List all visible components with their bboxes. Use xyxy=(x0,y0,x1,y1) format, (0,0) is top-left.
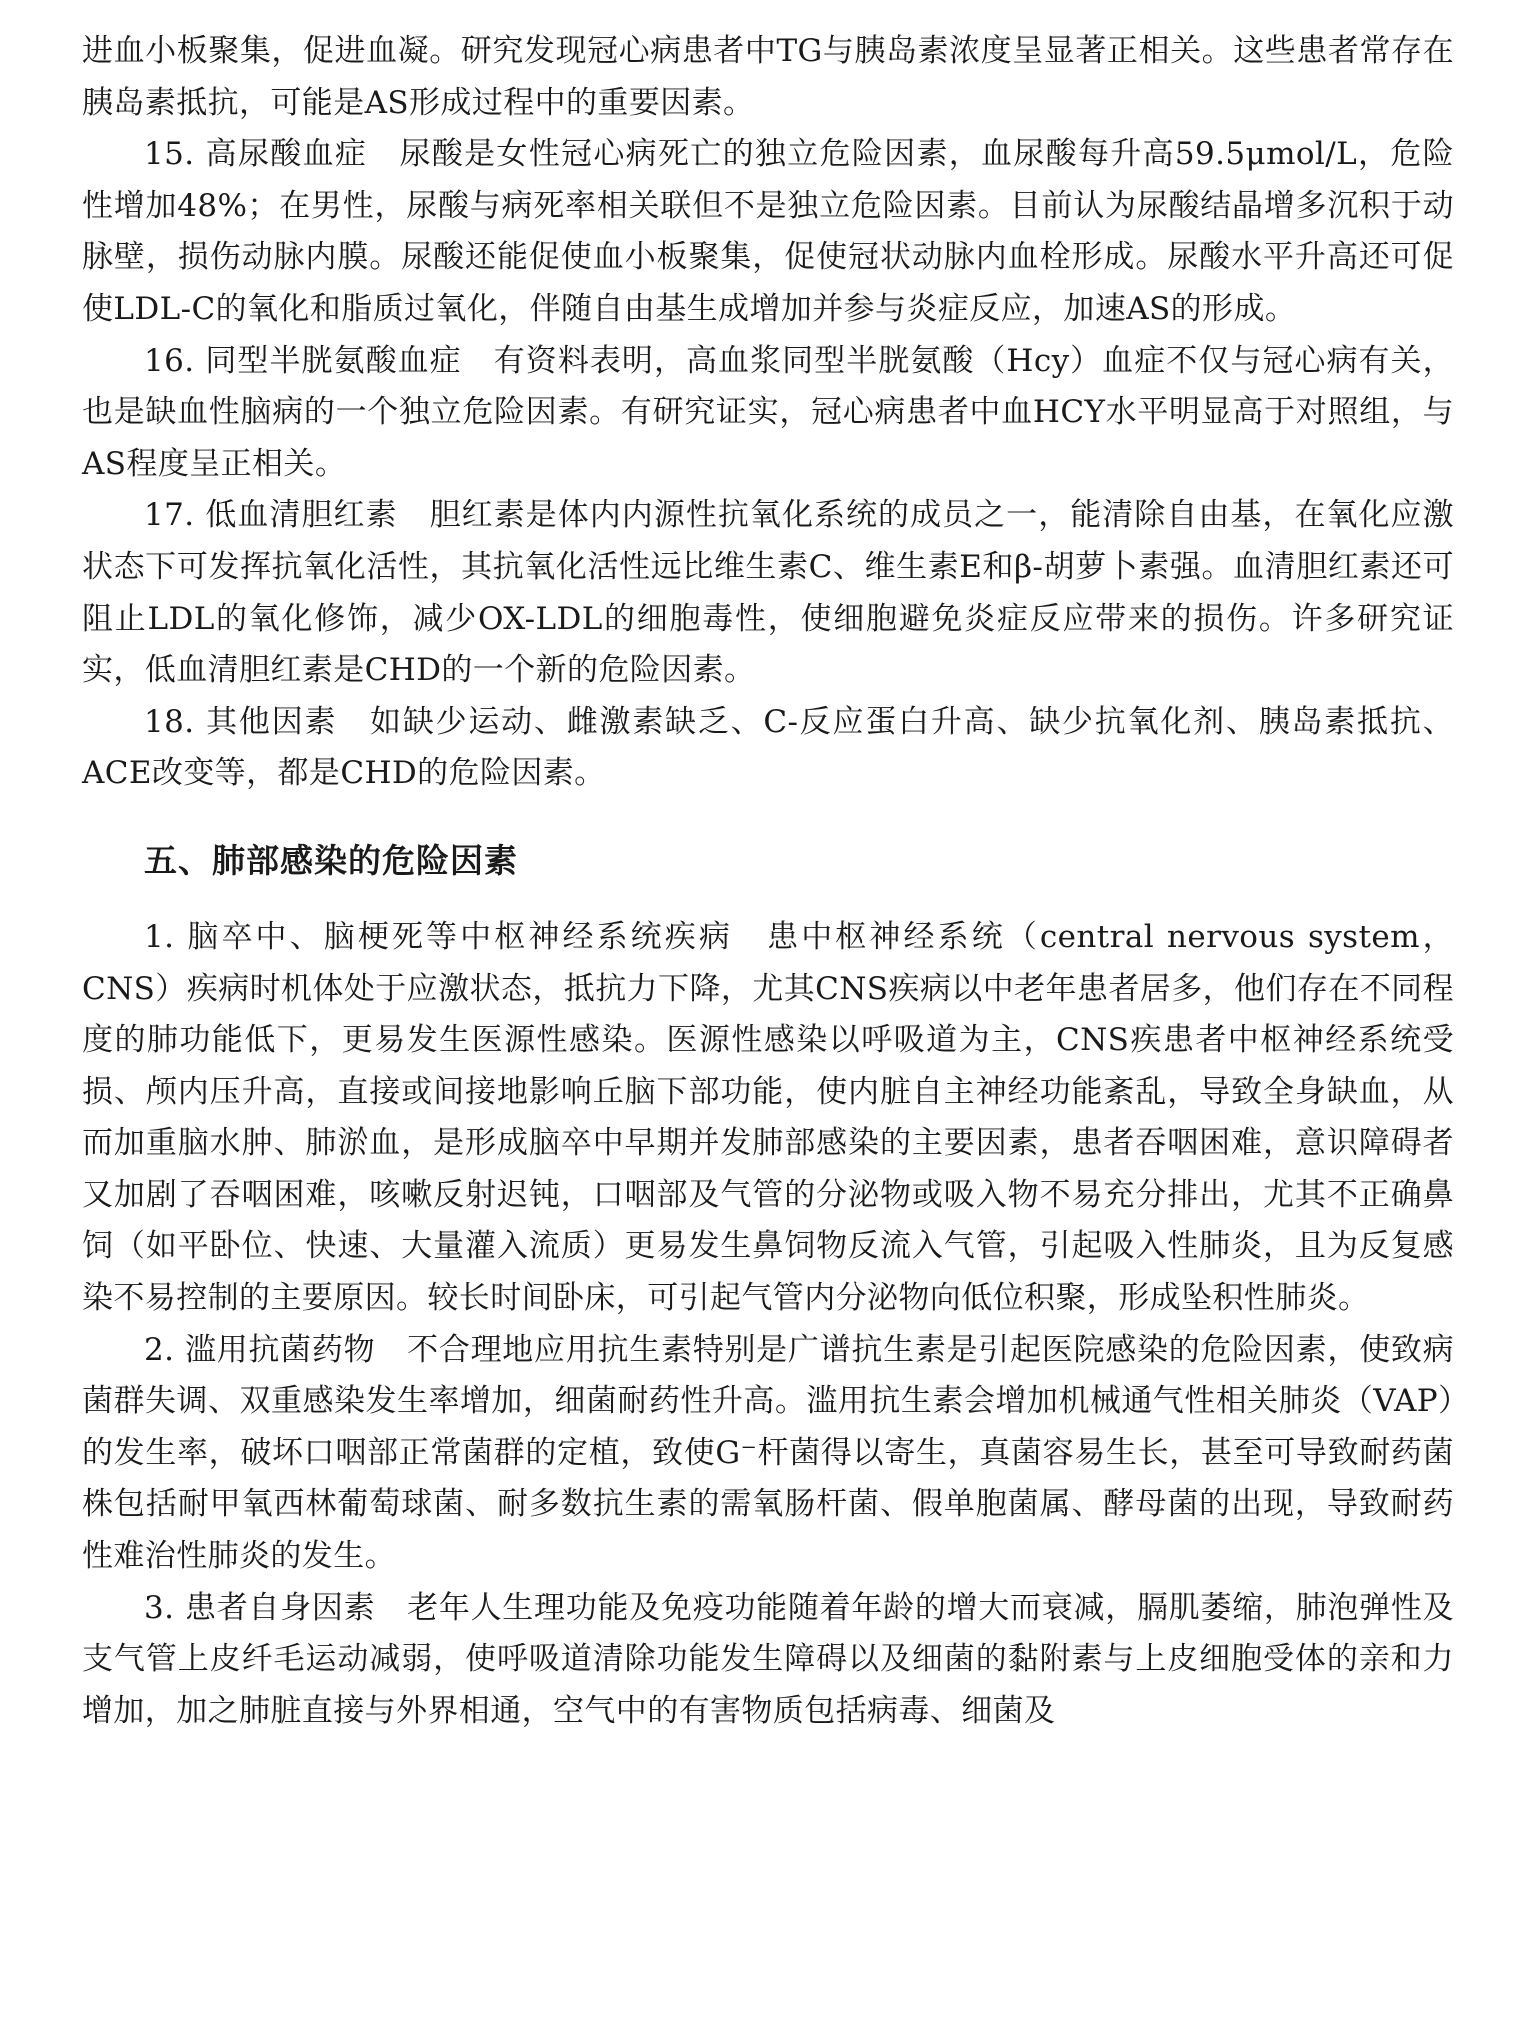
paragraph-cns-disease: 1. 脑卒中、脑梗死等中枢神经系统疾病 患中枢神经系统（central nervous system，CNS）疾病时机体处于应激状态，抵抗力下降，尤其CNS疾病以中老年患者居多，他们存在不同程度的肺功能低下，更易发生医源性感染。医源性感染以呼吸道为主，CNS疾患者中枢神经系统受损、颅内压升高，直接或间接地影响丘脑下部功能，使内脏自主神经功能紊乱，导致全身缺血，从而加重脑水肿、肺淤血，是形成脑卒中早期并发肺部感染的主要因素，患者吞咽困难，意识障碍者又加剧了吞咽困难，咳嗽反射迟钝，口咽部及气管的分泌物或吸入物不易充分排出，尤其不正确鼻饲（如平卧位、快速、大量灌入流质）更易发生鼻饲物反流入气管，引起吸入性肺炎，且为反复感染不易控制的主要原因。较长时间卧床，可引起气管内分泌物向低位积聚，形成坠积性肺炎。 xyxy=(82,918,1454,1317)
paragraph-homocysteine: 16. 同型半胱氨酸血症 有资料表明，高血浆同型半胱氨酸（Hcy）血症不仅与冠心病有关，也是缺血性脑病的一个独立危险因素。有研究证实，冠心病患者中血HCY水平明显高于对照组，与AS程度呈正相关。 xyxy=(82,342,1454,482)
paragraph-antibiotic-abuse: 2. 滥用抗菌药物 不合理地应用抗生素特别是广谱抗生素是引起医院感染的危险因素，使致病菌群失调、双重感染发生率增加，细菌耐药性升高。滥用抗生素会增加机械通气性相关肺炎（VAP）的发生率，破坏口咽部正常菌群的定植，致使G⁻杆菌得以寄生，真菌容易生长，甚至可导致耐药菌株包括耐甲氧西林葡萄球菌、耐多数抗生素的需氧肠杆菌、假单胞菌属、酵母菌的出现，导致耐药性难治性肺炎的发生。 xyxy=(82,1331,1454,1575)
document-page xyxy=(82,26,1454,1737)
section-heading: 五、肺部感染的危险因素 xyxy=(144,840,518,880)
paragraph-bilirubin: 17. 低血清胆红素 胆红素是体内内源性抗氧化系统的成员之一，能清除自由基，在氧化应激状态下可发挥抗氧化活性，其抗氧化活性远比维生素C、维生素E和β-胡萝卜素强。血清胆红素还可阻止LDL的氧化修饰，减少OX-LDL的细胞毒性，使细胞避免炎症反应带来的损伤。许多研究证实，低血清胆红素是CHD的一个新的危险因素。 xyxy=(82,497,1454,689)
paragraph-hyperuricemia: 15. 高尿酸血症 尿酸是女性冠心病死亡的独立危险因素，血尿酸每升高59.5μmol/L，危险性增加48%；在男性，尿酸与病死率相关联但不是独立危险因素。目前认为尿酸结晶增多沉积于动脉壁，损伤动脉内膜。尿酸还能促使血小板聚集，促使冠状动脉内血栓形成。尿酸水平升高还可促使LDL-C的氧化和脂质过氧化，伴随自由基生成增加并参与炎症反应，加速AS的形成。 xyxy=(82,136,1454,327)
paragraph-other-factors: 18. 其他因素 如缺少运动、雌激素缺乏、C-反应蛋白升高、缺少抗氧化剂、胰岛素抵抗、ACE改变等，都是CHD的危险因素。 xyxy=(82,703,1454,792)
paragraph-tg-insulin: 进血小板聚集，促进血凝。研究发现冠心病患者中TG与胰岛素浓度呈显著正相关。这些患者常存在胰岛素抵抗，可能是AS形成过程中的重要因素。 xyxy=(82,33,1454,121)
paragraph-patient-factors: 3. 患者自身因素 老年人生理功能及免疫功能随着年龄的增大而衰减，膈肌萎缩，肺泡弹性及支气管上皮纤毛运动减弱，使呼吸道清除功能发生障碍以及细菌的黏附素与上皮细胞受体的亲和力增加，加之肺脏直接与外界相通，空气中的有害物质包括病毒、细菌及 xyxy=(82,1589,1454,1729)
